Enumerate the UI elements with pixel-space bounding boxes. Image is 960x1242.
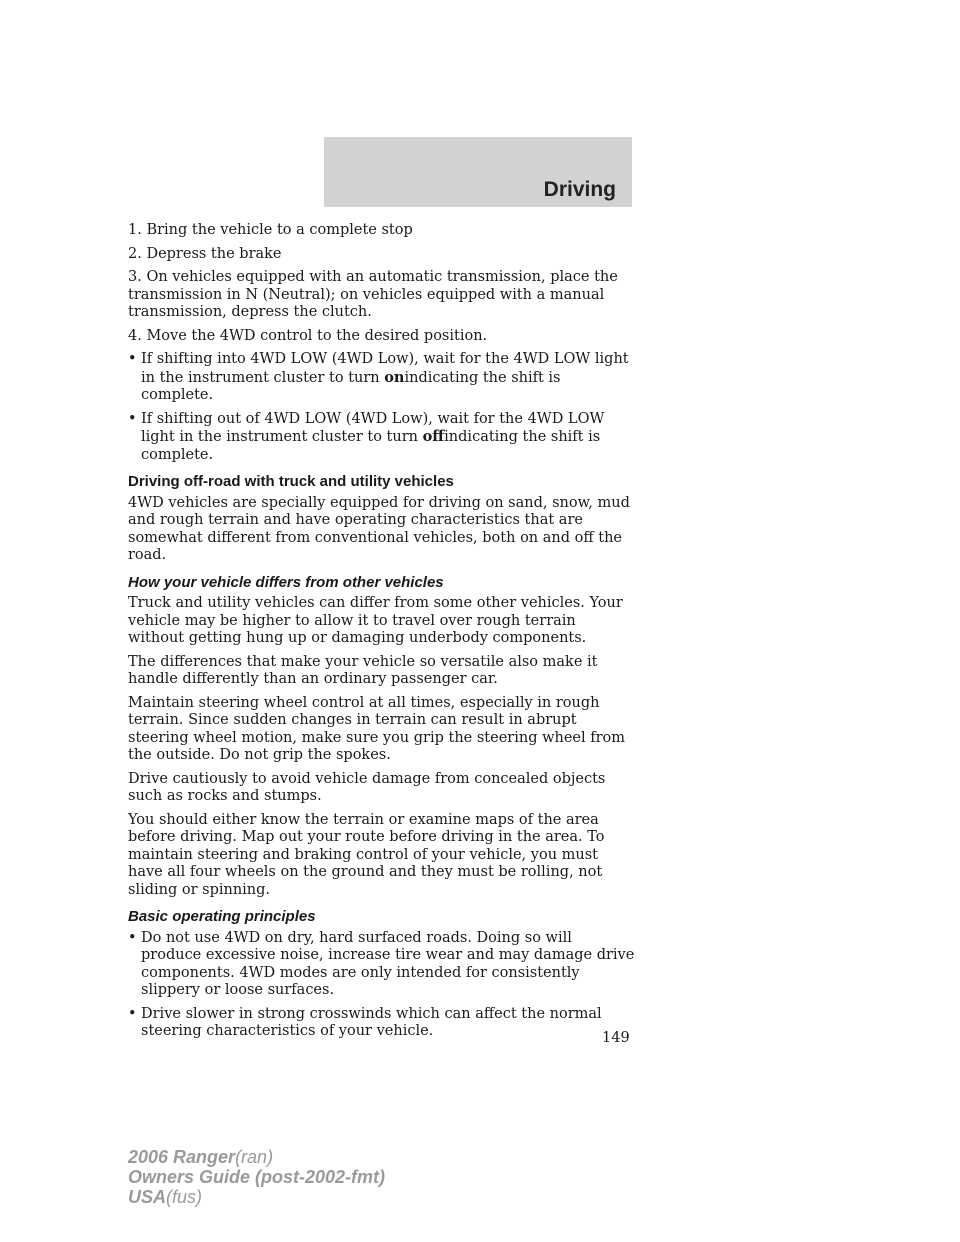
differs-paragraph-5: You should either know the terrain or examine maps of the area before driving. Map out your route before driving in the area. To maintain steering and braking control of your vehicle, you must have all four wheels on the ground and they must be rolling, not sliding or spinning. <box>128 811 605 898</box>
footer-guide: Owners Guide (post-2002-fmt) <box>128 1167 386 1187</box>
bullet-bold: on <box>384 368 405 386</box>
bullet-dot: • <box>128 1005 137 1022</box>
header-band <box>324 137 632 207</box>
bullet-text: If shifting out of 4WD LOW (4WD Low), wait for the 4WD LOW light in the instrument cluster to turn <box>141 410 605 445</box>
bullet-text-end: indicating the shift is complete. <box>141 429 601 463</box>
bullet-text-end: indicating the shift is complete. <box>141 369 561 403</box>
footer-line-1 <box>128 1147 385 1167</box>
step-4: 4. Move the 4WD control to the desired position. <box>128 327 488 344</box>
basic-bullet-1 <box>128 930 636 1000</box>
footer-market: USA <box>128 1187 167 1207</box>
footer-model: 2006 Ranger <box>128 1147 236 1167</box>
step-3: 3. On vehicles equipped with an automatic transmission, place the transmission in N (Neutral); on vehicles equipped with a manual transmission, depress the clutch. <box>128 269 618 320</box>
bullet-dot: • <box>128 929 137 946</box>
bullet-dot: • <box>128 351 137 367</box>
heading-offroad: Driving off-road with truck and utility vehicles <box>128 473 454 490</box>
shift-bullet-out-of-low <box>128 411 636 465</box>
footer <box>128 1147 385 1207</box>
differs-paragraph-4: Drive cautiously to avoid vehicle damage from concealed objects such as rocks and stumps. <box>128 770 606 804</box>
bullet-text: Drive slower in strong crosswinds which can affect the normal steering characteristics of your vehicle. <box>141 1005 602 1039</box>
shift-bullet-into-low <box>128 351 636 405</box>
heading-basic: Basic operating principles <box>128 908 316 925</box>
bullet-text: If shifting into 4WD LOW (4WD Low), wait for the 4WD LOW light in the instrument cluster to turn <box>141 351 629 386</box>
section-title: Driving <box>543 178 616 201</box>
bullet-dot: • <box>128 410 137 427</box>
footer-market-code: (fus) <box>166 1187 203 1207</box>
step-2: 2. Depress the brake <box>128 245 282 262</box>
footer-model-code: (ran) <box>235 1147 274 1167</box>
differs-paragraph-2: The differences that make your vehicle so versatile also make it handle differently than an ordinary passenger car. <box>128 653 598 687</box>
step-1: 1. Bring the vehicle to a complete stop <box>128 222 413 238</box>
footer-line-2 <box>128 1167 385 1187</box>
heading-differs: How your vehicle differs from other vehicles <box>128 573 444 591</box>
footer-line-3 <box>128 1187 385 1207</box>
offroad-paragraph: 4WD vehicles are specially equipped for driving on sand, snow, mud and rough terrain and have operating characteristics that are somewhat different from conventional vehicles, both on and off the road. <box>128 494 630 563</box>
bullet-text: Do not use 4WD on dry, hard surfaced roads. Doing so will produce excessive noise, increase tire wear and may damage drive components. 4WD modes are only intended for consistently slippery or loose surfaces. <box>141 929 635 998</box>
page-content <box>128 222 636 1047</box>
basic-bullet-2 <box>128 1006 636 1041</box>
page-number: 149 <box>602 1030 630 1046</box>
bullet-bold: off <box>422 428 445 445</box>
differs-paragraph-3: Maintain steering wheel control at all times, especially in rough terrain. Since sudden changes in terrain can result in abrupt steering wheel motion, make sure you grip the steering wheel from the outside. Do not grip the spokes. <box>128 694 626 763</box>
differs-paragraph-1: Truck and utility vehicles can differ from some other vehicles. Your vehicle may be higher to allow it to travel over rough terrain without getting hung up or damaging underbody components. <box>128 595 623 646</box>
